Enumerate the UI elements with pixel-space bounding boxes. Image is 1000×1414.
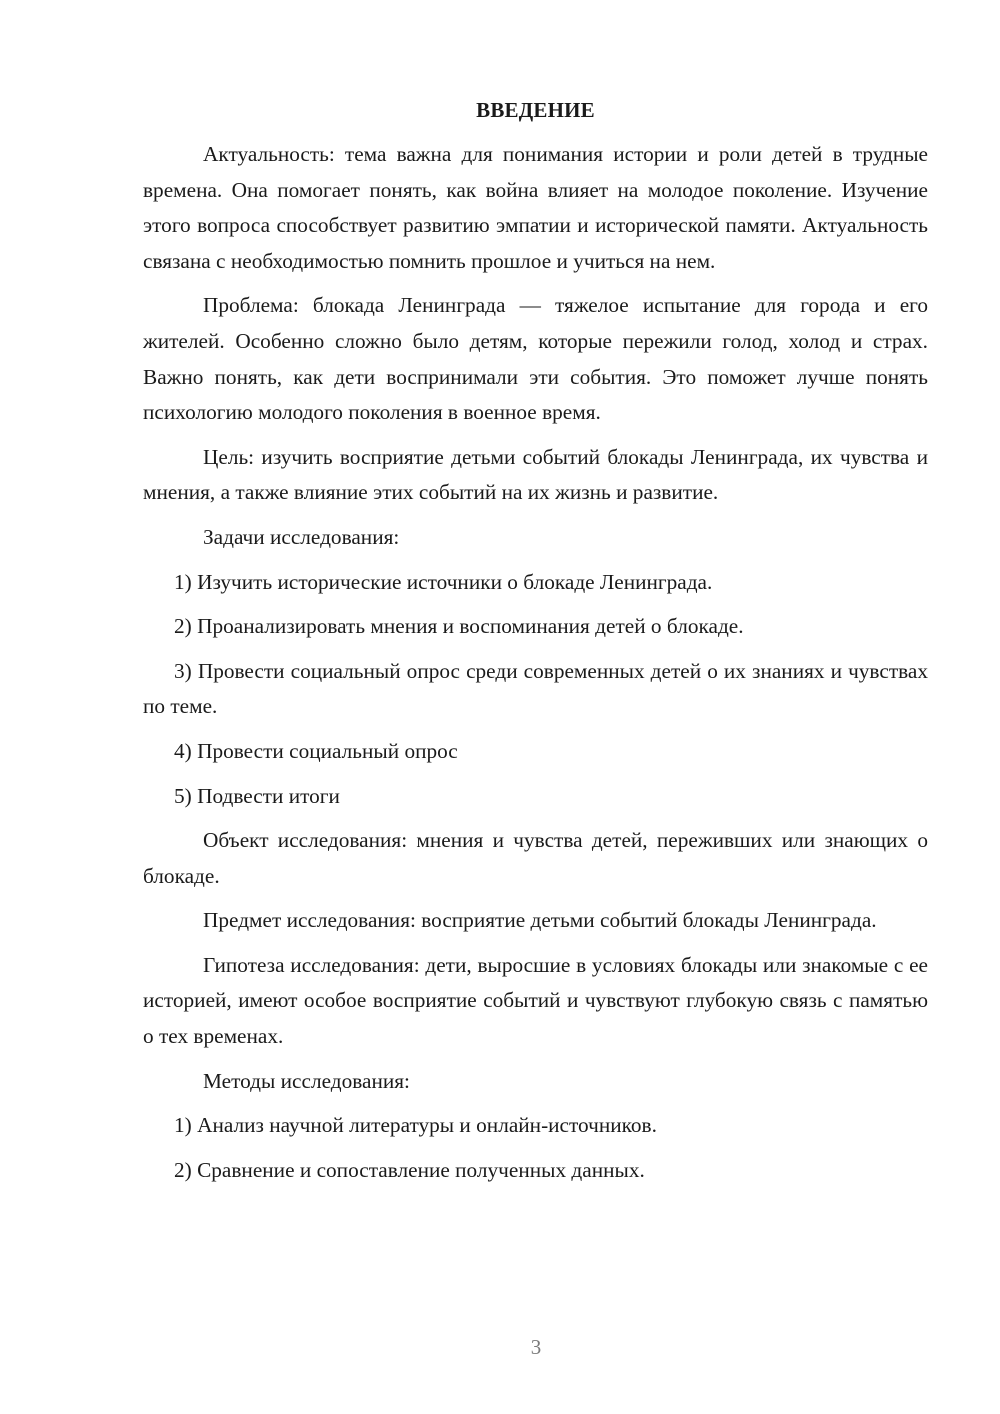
relevance-paragraph: Актуальность: тема важна для понимания истории и роли детей в трудные времена. Она помогает понять, как война влияет на молодое поколение. Изучение этого вопроса способствует развитию эмпатии и исторической памяти. Актуальность связана с необходимостью помнить прошлое и учиться на нем. — [143, 142, 928, 273]
task-item-1: 1) Изучить исторические источники о блокаде Ленинграда. — [174, 569, 713, 594]
task-item-4: 4) Провести социальный опрос — [174, 738, 458, 763]
task-item-3: 3) Провести социальный опрос среди современных детей о их знаниях и чувствах по теме. — [143, 658, 928, 719]
object-paragraph: Объект исследования: мнения и чувства детей, переживших или знающих о блокаде. — [143, 828, 928, 888]
page-number: 3 — [530, 1335, 542, 1359]
subject-paragraph: Предмет исследования: восприятие детьми событий блокады Ленинграда. — [203, 908, 877, 933]
hypothesis-paragraph: Гипотеза исследования: дети, выросшие в условиях блокады или знакомые с ее историей, имеют особое восприятие событий и чувствуют глубокую связь с памятью о тех временах. — [143, 952, 928, 1049]
task-item-5: 5) Подвести итоги — [174, 783, 340, 808]
page-content — [143, 92, 928, 1197]
goal-paragraph: Цель: изучить восприятие детьми событий блокады Ленинграда, их чувства и мнения, а также влияние этих событий на их жизнь и развитие. — [143, 444, 928, 505]
section-heading: ВВЕДЕНИЕ — [476, 98, 595, 122]
tasks-title: Задачи исследования: — [203, 524, 400, 549]
task-item-2: 2) Проанализировать мнения и воспоминания детей о блокаде. — [174, 614, 744, 639]
methods-title: Методы исследования: — [203, 1068, 410, 1093]
problem-paragraph: Проблема: блокада Ленинграда — тяжелое испытание для города и его жителей. Особенно сложно было детям, которые пережили голод, холод и страх. Важно понять, как дети воспринимали эти события. Это поможет лучше понять психологию молодого поколения в военное время. — [143, 293, 928, 425]
method-item-1: 1) Анализ научной литературы и онлайн-источников. — [174, 1113, 657, 1138]
method-item-2: 2) Сравнение и сопоставление полученных данных. — [174, 1157, 645, 1182]
